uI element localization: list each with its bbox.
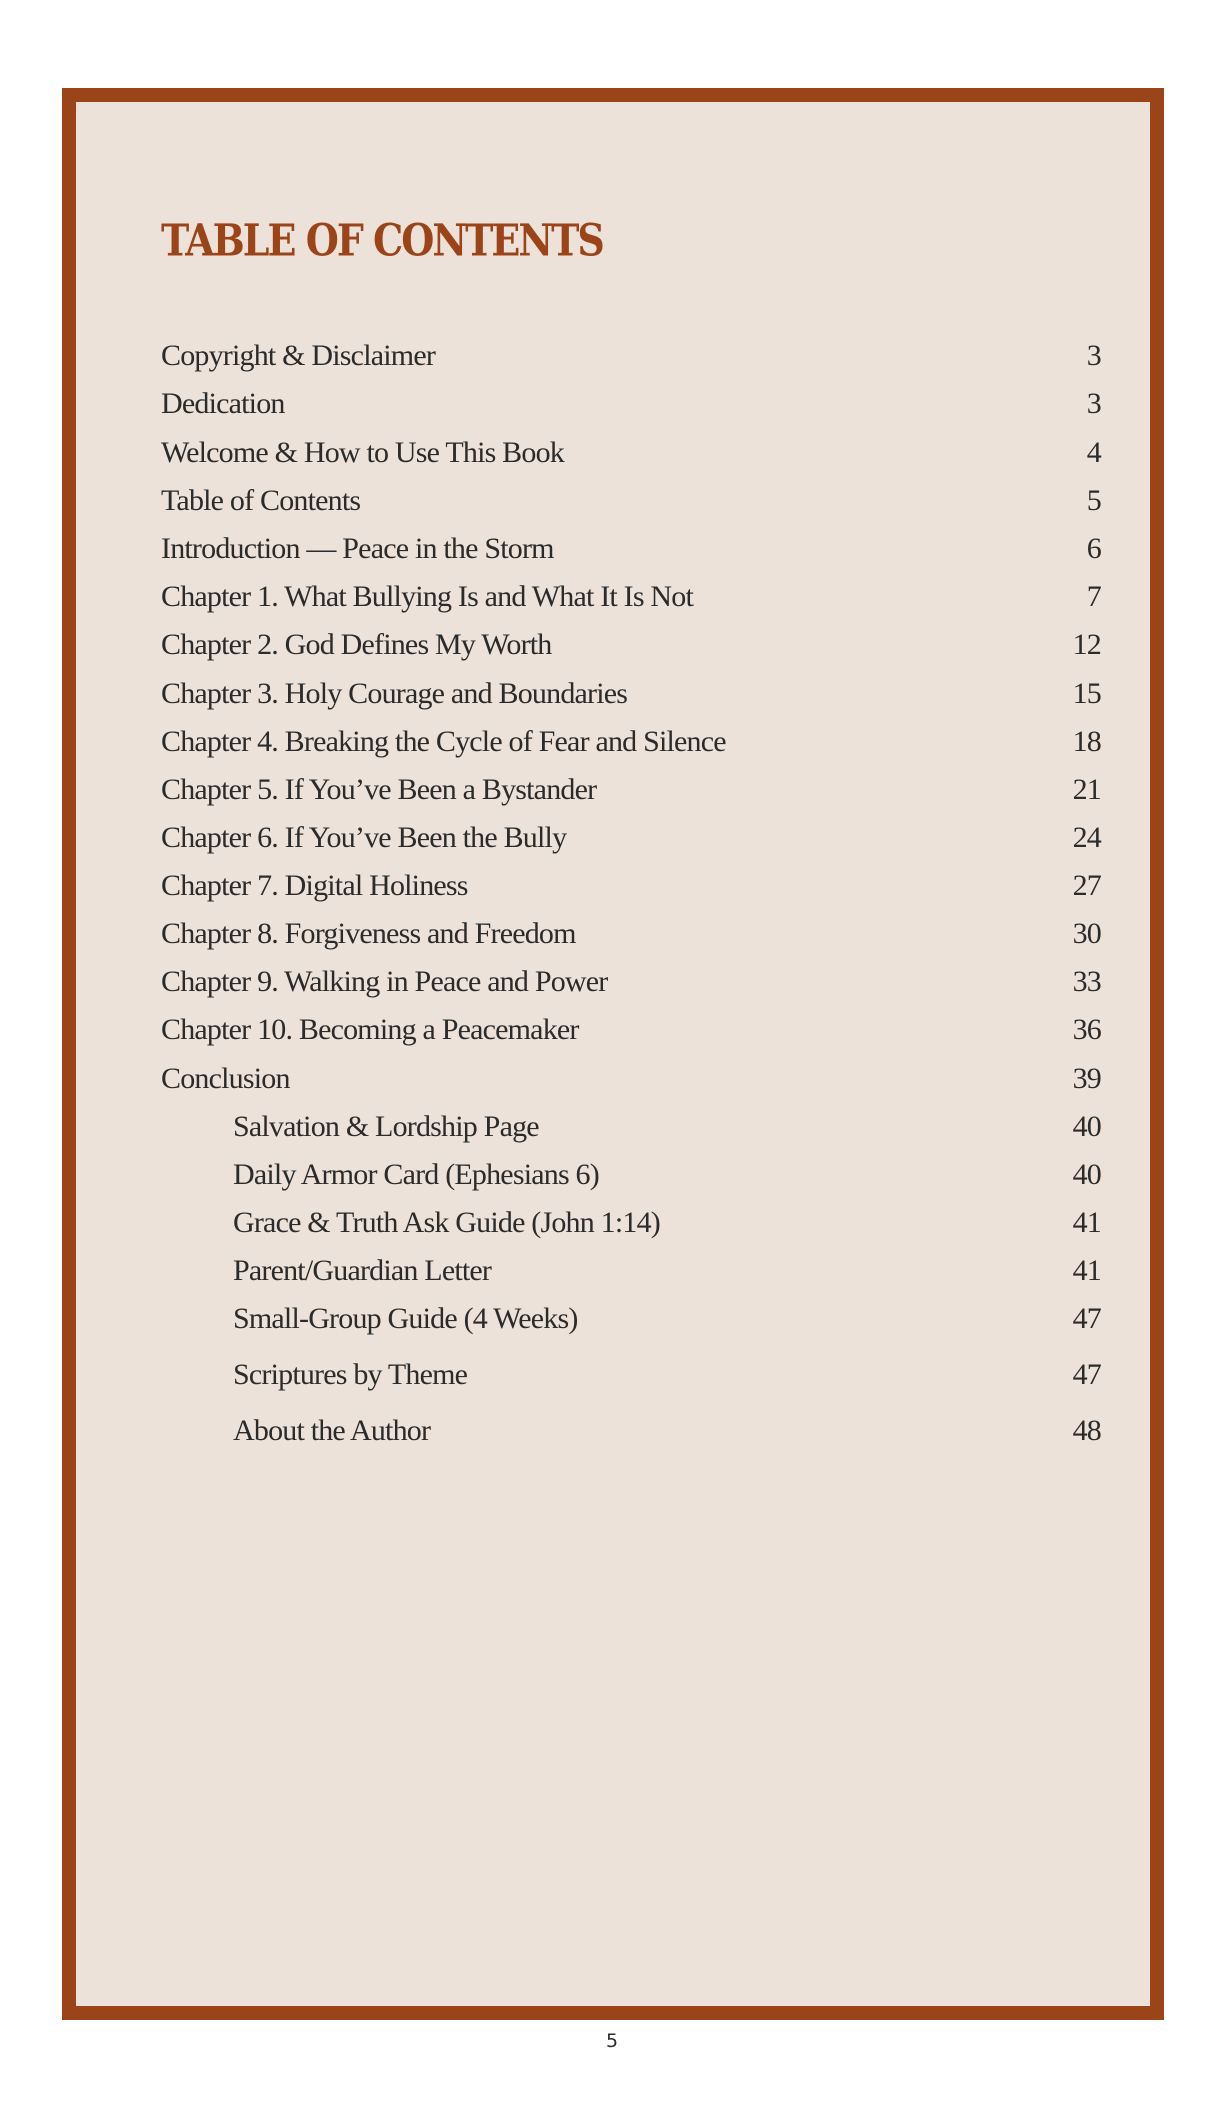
toc-entry-page: 47 <box>1072 1358 1101 1391</box>
toc-entry <box>161 382 1101 426</box>
toc-entry-page: 48 <box>1072 1414 1101 1447</box>
toc-entry <box>161 1105 1101 1149</box>
toc-entry-label: Small-Group Guide (4 Weeks) <box>233 1302 578 1335</box>
toc-entry-label: Chapter 7. Digital Holiness <box>161 869 468 902</box>
toc-entry <box>161 960 1101 1004</box>
toc-entry-page: 47 <box>1072 1302 1101 1335</box>
toc-entry-label: Dedication <box>161 387 285 420</box>
toc-entry <box>161 1057 1101 1101</box>
toc-entry-page: 5 <box>1086 484 1101 517</box>
toc-entry <box>161 623 1101 667</box>
toc-entry <box>161 1297 1101 1341</box>
toc-entry-label: Chapter 5. If You’ve Been a Bystander <box>161 773 597 806</box>
toc-entry-label: Parent/Guardian Letter <box>233 1254 492 1287</box>
toc-entry-page: 4 <box>1086 436 1101 469</box>
toc-entry-page: 39 <box>1072 1062 1101 1095</box>
toc-entry-page: 33 <box>1072 965 1101 998</box>
toc-entry <box>161 1008 1101 1052</box>
toc-entry-page: 3 <box>1086 339 1101 372</box>
toc-entry-page: 41 <box>1072 1254 1101 1287</box>
toc-entry <box>161 479 1101 523</box>
toc-entry <box>161 527 1101 571</box>
toc-entry-page: 21 <box>1072 773 1101 806</box>
toc-entry-label: Chapter 1. What Bullying Is and What It Is Not <box>161 580 693 613</box>
toc-entry-label: About the Author <box>233 1414 431 1447</box>
toc-entry-page: 18 <box>1072 725 1101 758</box>
toc-entry-label: Welcome & How to Use This Book <box>161 436 564 469</box>
toc-entry <box>161 1153 1101 1197</box>
toc-entry <box>161 768 1101 812</box>
toc-entry-page: 40 <box>1072 1158 1101 1191</box>
page-number: 5 <box>605 2030 619 2052</box>
toc-entry <box>161 575 1101 619</box>
toc-entry <box>161 1201 1101 1245</box>
toc-entry-page: 3 <box>1086 387 1101 420</box>
toc-entry-page: 36 <box>1072 1013 1101 1046</box>
toc-entry <box>161 334 1101 378</box>
toc-entry-page: 12 <box>1072 628 1101 661</box>
toc-entry-label: Conclusion <box>161 1062 290 1095</box>
toc-entry-page: 24 <box>1072 821 1101 854</box>
toc-entry-page: 27 <box>1072 869 1101 902</box>
toc-entry <box>161 816 1101 860</box>
toc-entry <box>161 672 1101 716</box>
toc-entry <box>161 431 1101 475</box>
toc-entry-label: Daily Armor Card (Ephesians 6) <box>233 1158 599 1191</box>
toc-entry-label: Introduction — Peace in the Storm <box>161 532 554 565</box>
toc-entry-label: Table of Contents <box>161 484 361 517</box>
toc-entry-label: Copyright & Disclaimer <box>161 339 436 372</box>
toc-entry <box>161 1249 1101 1293</box>
toc-entry-label: Chapter 6. If You’ve Been the Bully <box>161 821 567 854</box>
page-frame <box>62 88 1164 2020</box>
toc-entry-page: 7 <box>1086 580 1101 613</box>
toc-entry-page: 6 <box>1086 532 1101 565</box>
toc-entry <box>161 912 1101 956</box>
toc-entry-label: Chapter 3. Holy Courage and Boundaries <box>161 677 628 710</box>
page-title: TABLE OF CONTENTS <box>161 214 603 266</box>
toc-entry-label: Chapter 8. Forgiveness and Freedom <box>161 917 576 950</box>
toc-entry-page: 41 <box>1072 1206 1101 1239</box>
toc-entry <box>161 1353 1101 1397</box>
toc-entry-label: Chapter 4. Breaking the Cycle of Fear and Silence <box>161 725 726 758</box>
toc-entry-label: Chapter 10. Becoming a Peacemaker <box>161 1013 579 1046</box>
toc-entry <box>161 1409 1101 1453</box>
toc-entry-label: Scriptures by Theme <box>233 1358 468 1391</box>
toc-entry <box>161 864 1101 908</box>
toc-entry-label: Grace & Truth Ask Guide (John 1:14) <box>233 1206 660 1239</box>
toc-entry-page: 40 <box>1072 1110 1101 1143</box>
toc-entry-label: Salvation & Lordship Page <box>233 1110 539 1143</box>
toc-entry-page: 15 <box>1072 677 1101 710</box>
toc-entry <box>161 720 1101 764</box>
toc-entry-page: 30 <box>1072 917 1101 950</box>
toc-entry-label: Chapter 2. God Defines My Worth <box>161 628 552 661</box>
toc-entry-label: Chapter 9. Walking in Peace and Power <box>161 965 608 998</box>
